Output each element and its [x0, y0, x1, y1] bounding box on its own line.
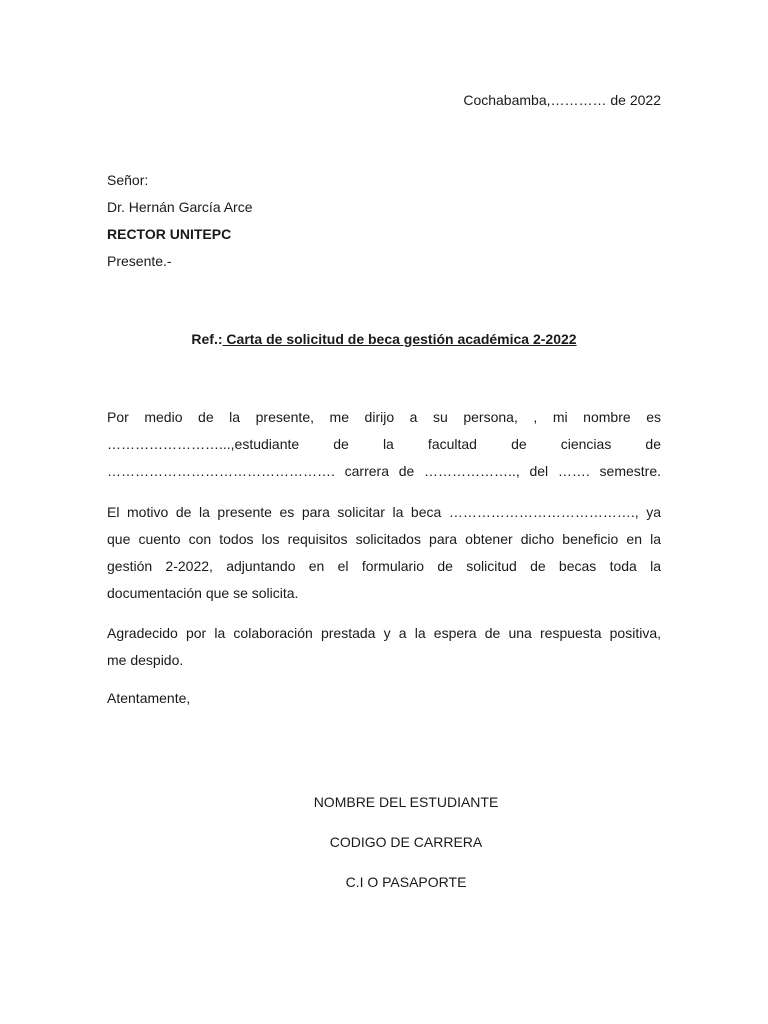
paragraph-line: que cuento con todos los requisitos solicitados para obtener dicho beneficio en la: [107, 531, 661, 547]
paragraph-line: Agradecido por la colaboración prestada y a la espera de una respuesta positiva,: [107, 625, 661, 641]
closing-line: Atentamente,: [107, 690, 191, 706]
paragraph-line: El motivo de la presente es para solicitar la beca …………………………………., ya: [107, 504, 661, 520]
signature-career-code: CODIGO DE CARRERA: [329, 834, 483, 850]
recipient-name: Dr. Hernán García Arce: [107, 199, 253, 215]
signature-id-number: C.I O PASAPORTE: [345, 874, 467, 890]
reference-line: [0, 330, 768, 348]
paragraph-line: ……………………...,estudiante de la facultad de ciencias de: [107, 436, 661, 452]
paragraph-line: me despido.: [107, 652, 184, 668]
reference-label: Ref.:: [191, 331, 223, 347]
recipient-presente: Presente.-: [107, 253, 172, 269]
signature-student-name: NOMBRE DEL ESTUDIANTE: [313, 794, 499, 810]
paragraph-motive: [107, 503, 661, 611]
paragraph-introduction: [107, 408, 661, 489]
paragraph-line: gestión 2-2022, adjuntando en el formulario de solicitud de becas toda la: [107, 558, 661, 574]
paragraph-line: Por medio de la presente, me dirijo a su persona, , mi nombre es: [107, 409, 661, 425]
paragraph-thanks: [107, 624, 661, 678]
paragraph-line: …………………………………………. carrera de ……………….., del ……. semestre.: [107, 463, 661, 479]
paragraph-line: documentación que se solicita.: [107, 585, 299, 601]
date-line: Cochabamba,………… de 2022: [463, 92, 661, 108]
recipient-title: RECTOR UNITEPC: [107, 226, 232, 242]
recipient-salutation: Señor:: [107, 172, 149, 188]
reference-subject: Carta de solicitud de beca gestión académica 2-2022: [222, 331, 577, 347]
